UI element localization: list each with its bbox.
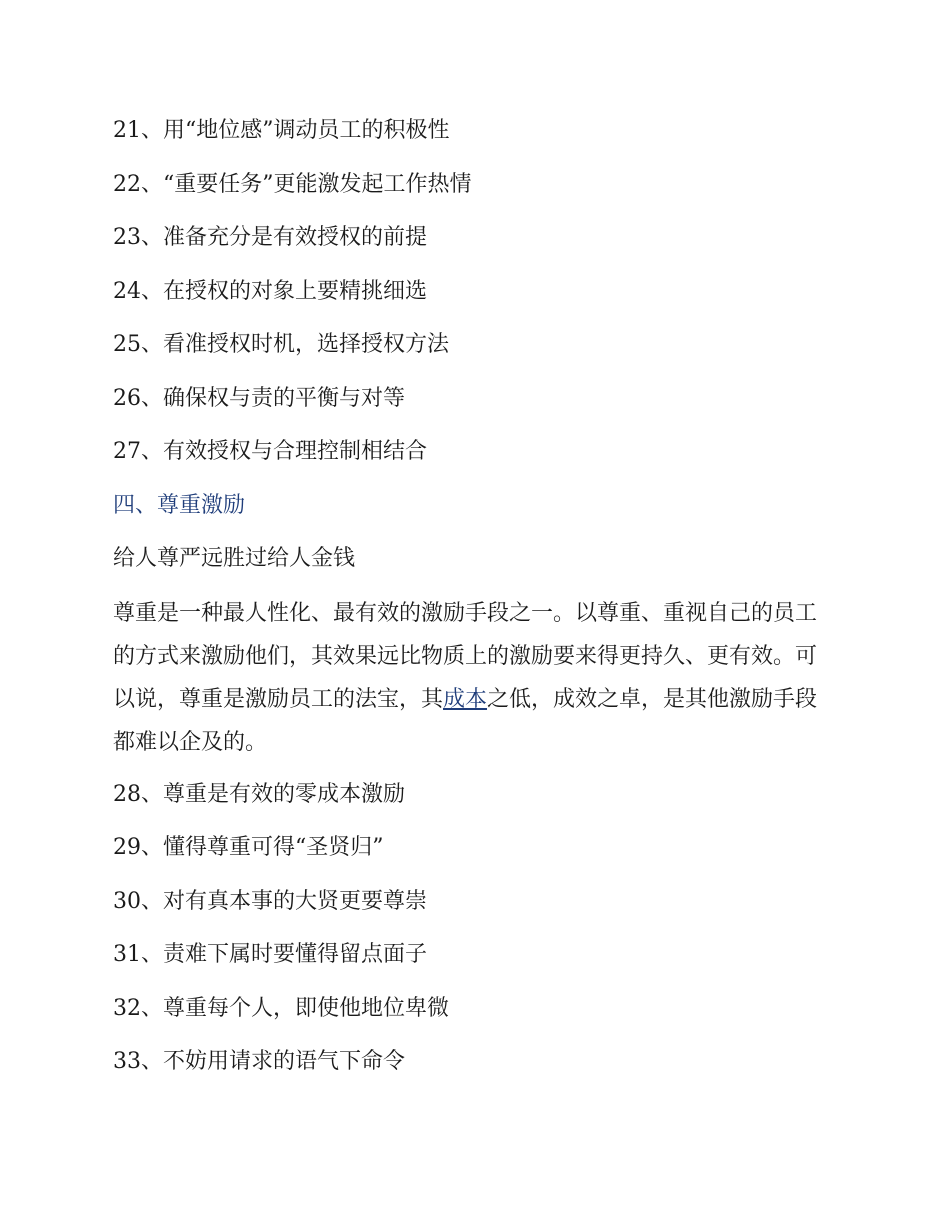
list-item: 31、责难下属时要懂得留点面子 (113, 942, 427, 967)
list-item: 22、“重要任务”更能激发起工作热情 (113, 171, 472, 197)
list-item: 24、在授权的对象上要精挑细选 (113, 278, 427, 304)
list-item: 33、不妨用请求的语气下命令 (113, 1049, 405, 1074)
list-item: 21、用“地位感”调动员工的积极性 (113, 118, 450, 143)
list-item: 32、尊重每个人，即使他地位卑微 (113, 995, 449, 1021)
list-item: 26、确保权与责的平衡与对等 (113, 385, 405, 411)
subheading: 给人尊严远胜过给人金钱 (113, 546, 356, 571)
paragraph-text: 之低，成效之卓，是其他激励手段都难以企及的。 (113, 686, 818, 755)
list-item: 25、看准授权时机，选择授权方法 (113, 332, 449, 357)
list-item: 28、尊重是有效的零成本激励 (113, 781, 405, 807)
list-item: 27、有效授权与合理控制相结合 (113, 439, 427, 464)
list-item: 23、准备充分是有效授权的前提 (113, 225, 427, 250)
body-paragraph (113, 592, 838, 764)
paragraph-text: 尊重是一种最人性化、最有效的激励手段之一。以尊重、重视自己的员工的方式来激励他们，其效果远比物质上的激励要来得更持久、更有效。可以说，尊重是激励员工的法宝，其 (113, 600, 818, 712)
list-item: 30、对有真本事的大贤更要尊崇 (113, 888, 427, 914)
cost-link[interactable]: 成本 (443, 686, 488, 712)
document-page (113, 116, 838, 1101)
section-heading: 四、尊重激励 (113, 492, 246, 518)
list-item: 29、懂得尊重可得“圣贤归” (113, 835, 384, 860)
